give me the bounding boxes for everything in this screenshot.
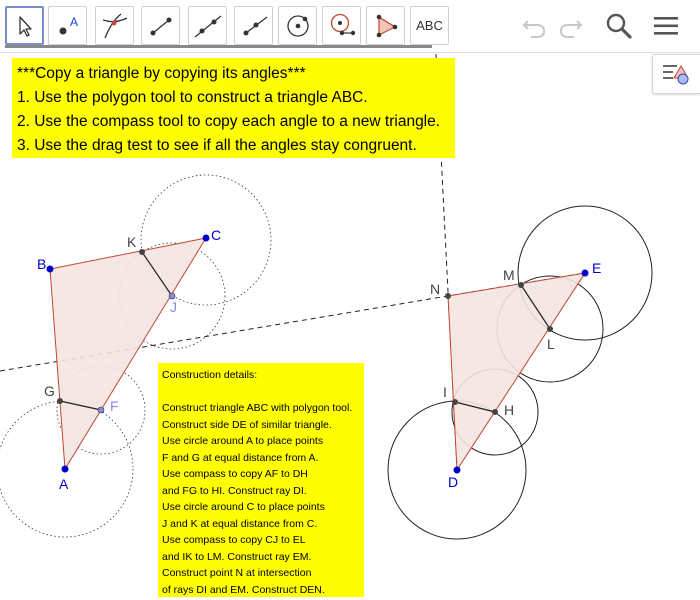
details-line: Use compass to copy AF to DH bbox=[162, 468, 308, 480]
label-g: G bbox=[44, 383, 55, 399]
instruction-line: ***Copy a triangle by copying its angles*** bbox=[17, 65, 306, 82]
label-i: I bbox=[443, 384, 447, 400]
point-tool-button[interactable] bbox=[48, 6, 87, 45]
construction-details-text[interactable] bbox=[158, 363, 364, 597]
side-panel-icon bbox=[661, 61, 693, 87]
circle-tool-button[interactable] bbox=[278, 6, 317, 45]
ray-icon bbox=[239, 11, 269, 41]
redo-icon bbox=[556, 11, 586, 41]
details-line: J and K at equal distance from C. bbox=[162, 517, 318, 530]
point-d[interactable] bbox=[448, 467, 461, 491]
point-l[interactable] bbox=[547, 326, 555, 352]
label-e: E bbox=[592, 260, 602, 276]
menu-button[interactable] bbox=[650, 10, 682, 42]
toolbar bbox=[0, 0, 700, 52]
details-line: of rays DI and EM. Construct DEN. bbox=[162, 583, 325, 596]
triangle-den[interactable] bbox=[448, 273, 585, 470]
details-line: Use compass to copy CJ to EL bbox=[162, 534, 306, 546]
text-tool-label: ABC bbox=[416, 18, 443, 33]
line-icon bbox=[193, 11, 223, 41]
svg-text:A: A bbox=[69, 14, 78, 29]
details-line: F and G at equal distance from A. bbox=[162, 451, 319, 464]
point-e[interactable] bbox=[582, 260, 602, 277]
label-d: D bbox=[448, 474, 459, 490]
details-line: and FG to HI. Construct ray DI. bbox=[162, 484, 307, 497]
label-c: C bbox=[211, 227, 222, 243]
toolbar-divider bbox=[0, 52, 700, 53]
circle-center-point-icon bbox=[283, 11, 313, 41]
intersect-icon bbox=[100, 11, 130, 41]
details-line: Construction details: bbox=[162, 369, 258, 381]
instruction-line: 2. Use the compass tool to copy each angle to a new triangle. bbox=[17, 113, 441, 130]
point-c[interactable] bbox=[203, 227, 222, 243]
point-b[interactable] bbox=[37, 256, 54, 273]
details-line: and IK to LM. Construct ray EM. bbox=[162, 550, 312, 563]
instruction-line: 3. Use the drag test to see if all the angles stay congruent. bbox=[17, 137, 417, 154]
details-line: Construct triangle ABC with polygon tool. bbox=[162, 402, 353, 414]
details-line: Construct point N at intersection bbox=[162, 567, 312, 579]
compass-icon bbox=[327, 11, 357, 41]
label-l: L bbox=[547, 336, 555, 352]
polygon-tool-button[interactable] bbox=[366, 6, 405, 45]
point-icon bbox=[53, 11, 83, 41]
move-tool-button[interactable] bbox=[5, 6, 44, 45]
segment-icon bbox=[146, 11, 176, 41]
details-line: Use circle around C to place points bbox=[162, 501, 325, 513]
label-m: M bbox=[503, 267, 515, 283]
intersect-tool-button[interactable] bbox=[95, 6, 134, 45]
point-a[interactable] bbox=[59, 466, 69, 493]
details-line bbox=[162, 384, 360, 401]
details-line: Construct side DE of similar triangle. bbox=[162, 418, 332, 431]
label-f: F bbox=[110, 398, 119, 414]
instruction-line: 1. Use the polygon tool to construct a triangle ABC. bbox=[17, 89, 368, 106]
search-icon bbox=[604, 11, 634, 41]
line-tool-button[interactable] bbox=[188, 6, 227, 45]
point-j[interactable] bbox=[169, 293, 177, 315]
polygon-icon bbox=[371, 11, 401, 41]
label-n: N bbox=[430, 281, 441, 297]
compass-tool-button[interactable] bbox=[322, 6, 361, 45]
cursor-arrow-icon bbox=[10, 11, 40, 41]
text-tool-button[interactable] bbox=[410, 6, 449, 45]
segment-tool-button[interactable] bbox=[141, 6, 180, 45]
undo-button[interactable] bbox=[518, 10, 550, 42]
details-line: Use circle around A to place points bbox=[162, 435, 324, 447]
ray-tool-button[interactable] bbox=[234, 6, 273, 45]
search-button[interactable] bbox=[603, 10, 635, 42]
label-h: H bbox=[504, 402, 515, 418]
label-a: A bbox=[59, 476, 69, 492]
redo-button[interactable] bbox=[555, 10, 587, 42]
toolbar-scroll-indicator bbox=[5, 45, 432, 48]
undo-icon bbox=[519, 11, 549, 41]
label-b: B bbox=[37, 256, 47, 272]
instructions-text[interactable] bbox=[12, 58, 455, 158]
label-k: K bbox=[127, 234, 137, 250]
menu-icon bbox=[651, 11, 681, 41]
label-j: J bbox=[170, 299, 177, 315]
side-panel-toggle[interactable] bbox=[652, 54, 700, 94]
